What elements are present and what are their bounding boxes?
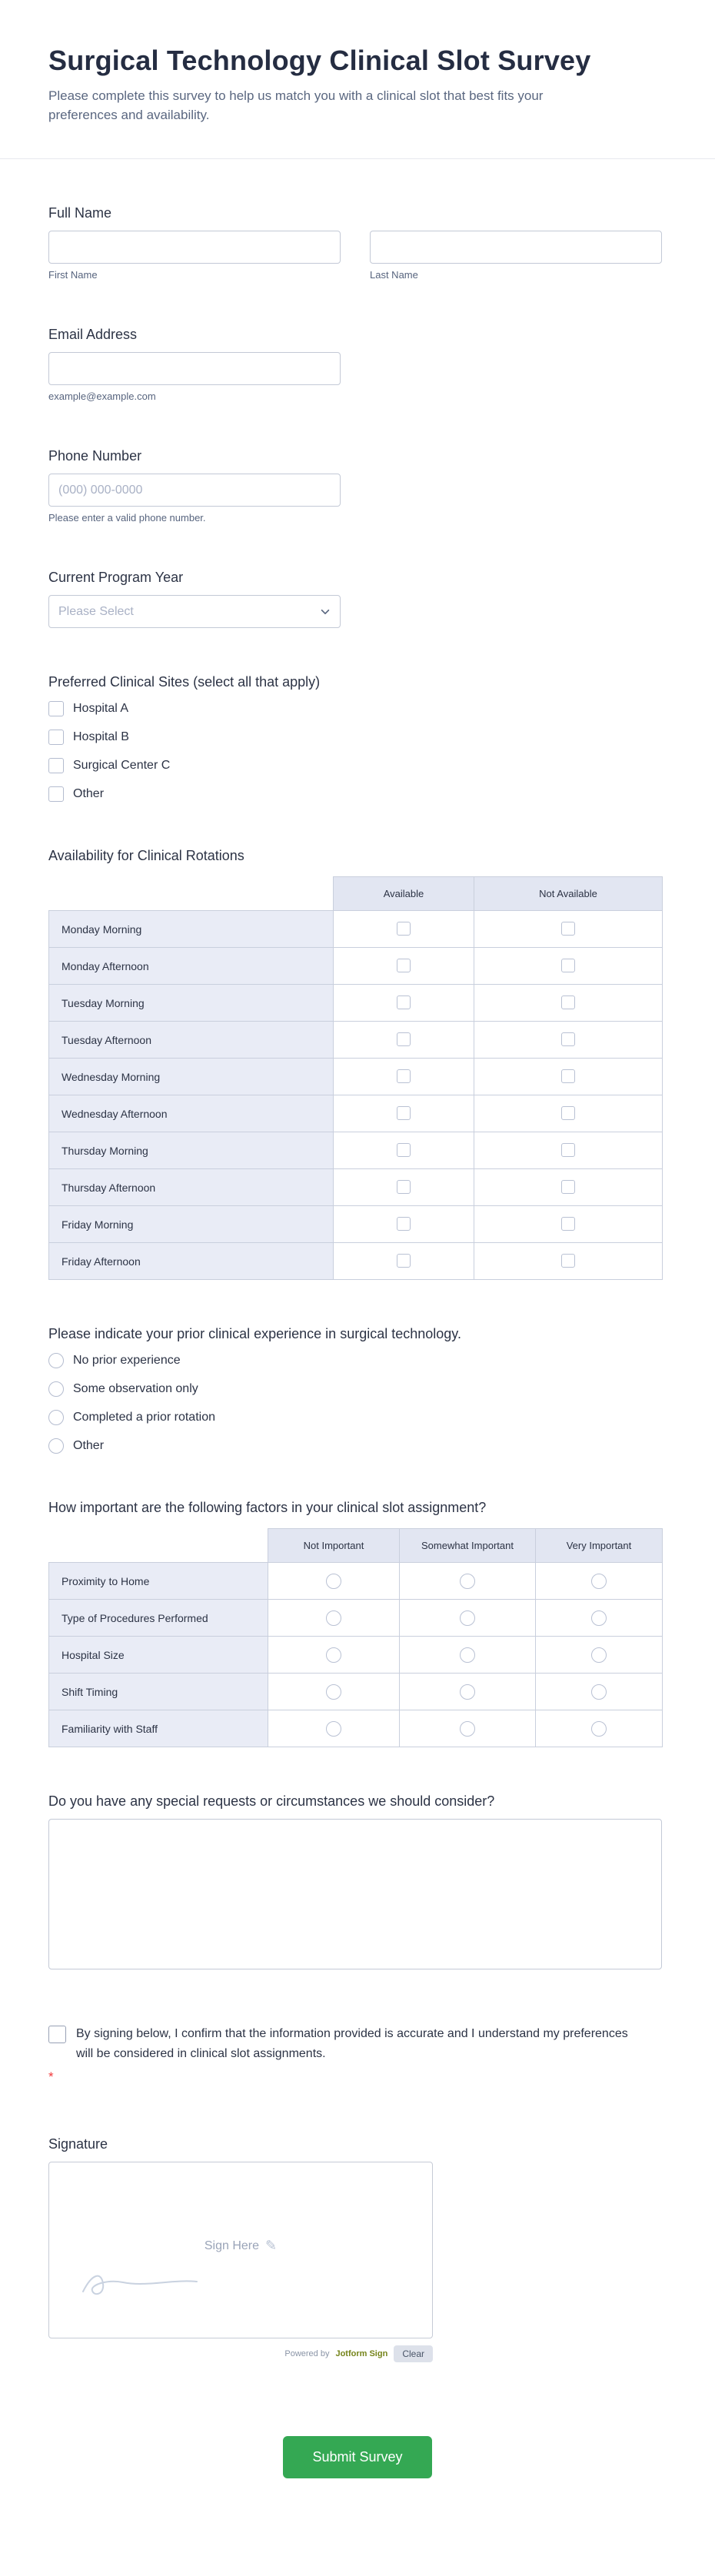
availability-checkbox[interactable] <box>397 1069 411 1083</box>
matrix-row-label: Hospital Size <box>49 1637 268 1674</box>
table-row <box>49 948 663 985</box>
availability-checkbox[interactable] <box>397 1180 411 1194</box>
availability-checkbox[interactable] <box>397 1217 411 1231</box>
special-requests-label: Do you have any special requests or circumstances we should consider? <box>48 1793 495 1809</box>
table-row <box>49 1710 663 1747</box>
checkbox-hospital-a[interactable] <box>48 701 128 716</box>
jotform-sign-link[interactable]: Jotform Sign <box>335 2349 388 2358</box>
table-row <box>49 1206 663 1243</box>
last-name-sublabel: Last Name <box>370 269 418 281</box>
clinical-sites-label: Preferred Clinical Sites (select all that apply) <box>48 674 321 690</box>
availability-checkbox[interactable] <box>397 1032 411 1046</box>
availability-checkbox[interactable] <box>397 1143 411 1157</box>
signature-squiggle <box>78 2269 201 2301</box>
availability-checkbox[interactable] <box>561 1143 575 1157</box>
special-requests-field <box>48 1793 667 1973</box>
availability-checkbox[interactable] <box>561 1254 575 1268</box>
experience-field <box>48 1326 667 1454</box>
table-row <box>49 1095 663 1132</box>
experience-label: Please indicate your prior clinical experience in surgical technology. <box>48 1326 461 1341</box>
table-row <box>49 1169 663 1206</box>
matrix-row-label: Proximity to Home <box>49 1563 268 1600</box>
checkbox-icon[interactable] <box>48 730 64 745</box>
program-year-label: Current Program Year <box>48 570 184 585</box>
availability-checkbox[interactable] <box>561 959 575 972</box>
table-row <box>49 1132 663 1169</box>
matrix-row-label: Monday Afternoon <box>49 948 334 985</box>
matrix-row-label: Type of Procedures Performed <box>49 1600 268 1637</box>
availability-checkbox[interactable] <box>561 1180 575 1194</box>
importance-radio[interactable] <box>591 1610 607 1626</box>
importance-radio[interactable] <box>460 1574 475 1589</box>
availability-checkbox[interactable] <box>561 1106 575 1120</box>
signature-field <box>48 2136 667 2362</box>
checkbox-icon[interactable] <box>48 786 64 802</box>
importance-radio[interactable] <box>326 1610 341 1626</box>
consent-field[interactable] <box>48 2024 640 2087</box>
radio-label: Completed a prior rotation <box>73 1411 215 1424</box>
importance-radio[interactable] <box>591 1574 607 1589</box>
availability-checkbox[interactable] <box>397 922 411 936</box>
matrix-row-label: Familiarity with Staff <box>49 1710 268 1747</box>
matrix-row-label: Thursday Morning <box>49 1132 334 1169</box>
table-row <box>49 1059 663 1095</box>
signature-footer <box>48 2345 433 2362</box>
radio-some-observation-only[interactable] <box>48 1381 198 1397</box>
checkbox-label: Other <box>73 787 105 800</box>
signature-pad[interactable] <box>48 2162 433 2338</box>
clear-signature-button[interactable]: Clear <box>394 2345 433 2362</box>
required-asterisk: * <box>48 2069 54 2084</box>
availability-checkbox[interactable] <box>561 995 575 1009</box>
importance-column-header: Somewhat Important <box>400 1529 536 1563</box>
matrix-row-label: Tuesday Morning <box>49 985 334 1022</box>
table-row <box>49 1243 663 1280</box>
radio-icon[interactable] <box>48 1381 64 1397</box>
chevron-down-icon <box>320 607 331 617</box>
phone-sublabel: Please enter a valid phone number. <box>48 512 206 524</box>
form-header <box>0 0 715 159</box>
radio-icon[interactable] <box>48 1353 64 1368</box>
importance-radio[interactable] <box>460 1684 475 1700</box>
importance-radio[interactable] <box>326 1574 341 1589</box>
matrix-row-label: Wednesday Afternoon <box>49 1095 334 1132</box>
availability-checkbox[interactable] <box>561 1032 575 1046</box>
importance-radio[interactable] <box>591 1647 607 1663</box>
importance-radio[interactable] <box>326 1721 341 1737</box>
importance-column-header: Not Important <box>268 1529 400 1563</box>
program-year-field <box>48 570 667 628</box>
email-label: Email Address <box>48 327 138 342</box>
importance-field <box>48 1500 667 1747</box>
page-subtitle: Please complete this survey to help us match you with a clinical slot that best fits your preferences and availability. <box>48 88 544 122</box>
availability-column-header: Not Available <box>474 877 663 911</box>
availability-checkbox[interactable] <box>561 922 575 936</box>
matrix-corner <box>49 877 334 911</box>
matrix-row-label: Monday Morning <box>49 911 334 948</box>
checkbox-label: Surgical Center C <box>73 759 171 772</box>
program-year-selected-value: Please Select <box>58 604 134 618</box>
importance-radio[interactable] <box>591 1684 607 1700</box>
matrix-row-label: Friday Afternoon <box>49 1243 334 1280</box>
matrix-row-label: Thursday Afternoon <box>49 1169 334 1206</box>
matrix-row-label: Shift Timing <box>49 1674 268 1710</box>
importance-table <box>48 1528 663 1747</box>
radio-icon[interactable] <box>48 1438 64 1454</box>
table-row <box>49 1600 663 1637</box>
radio-completed-prior-rotation[interactable] <box>48 1410 215 1425</box>
table-row <box>49 1674 663 1710</box>
full-name-field <box>48 205 667 281</box>
matrix-corner <box>49 1529 268 1563</box>
radio-label: Other <box>73 1439 105 1452</box>
checkbox-icon[interactable] <box>48 701 64 716</box>
table-row <box>49 1563 663 1600</box>
availability-field <box>48 848 667 1280</box>
submit-row <box>48 2436 667 2555</box>
radio-label: Some observation only <box>73 1382 198 1395</box>
signature-label: Signature <box>48 2136 108 2152</box>
importance-radio[interactable] <box>326 1684 341 1700</box>
checkbox-hospital-b[interactable] <box>48 730 129 745</box>
pen-icon: ✎ <box>265 2238 278 2253</box>
consent-checkbox[interactable] <box>48 2026 66 2043</box>
availability-column-header: Available <box>334 877 474 911</box>
checkbox-icon[interactable] <box>48 758 64 773</box>
page-title: Surgical Technology Clinical Slot Survey <box>48 45 591 76</box>
availability-checkbox[interactable] <box>561 1217 575 1231</box>
importance-radio[interactable] <box>460 1610 475 1626</box>
clinical-sites-field <box>48 674 667 802</box>
phone-input[interactable] <box>48 474 341 507</box>
availability-checkbox[interactable] <box>397 959 411 972</box>
matrix-row-label: Tuesday Afternoon <box>49 1022 334 1059</box>
matrix-row-label: Wednesday Morning <box>49 1059 334 1095</box>
availability-label: Availability for Clinical Rotations <box>48 848 244 863</box>
availability-checkbox[interactable] <box>397 1106 411 1120</box>
first-name-sublabel: First Name <box>48 269 98 281</box>
importance-label: How important are the following factors in your clinical slot assignment? <box>48 1500 487 1515</box>
availability-checkbox[interactable] <box>397 1254 411 1268</box>
checkbox-label: Hospital A <box>73 702 129 715</box>
importance-radio[interactable] <box>326 1647 341 1663</box>
availability-checkbox[interactable] <box>397 995 411 1009</box>
email-field <box>48 327 667 402</box>
radio-no-prior-experience[interactable] <box>48 1353 181 1368</box>
submit-button[interactable]: Submit Survey <box>283 2436 431 2478</box>
last-name-input[interactable] <box>370 231 662 264</box>
table-row <box>49 985 663 1022</box>
matrix-row-label: Friday Morning <box>49 1206 334 1243</box>
checkbox-label: Hospital B <box>73 730 129 743</box>
table-row <box>49 911 663 948</box>
checkbox-other-site[interactable] <box>48 786 104 802</box>
table-row <box>49 1022 663 1059</box>
full-name-label: Full Name <box>48 205 112 221</box>
importance-column-header: Very Important <box>536 1529 663 1563</box>
availability-checkbox[interactable] <box>561 1069 575 1083</box>
phone-label: Phone Number <box>48 448 142 464</box>
special-requests-textarea[interactable] <box>48 1819 662 1969</box>
radio-other-experience[interactable] <box>48 1438 104 1454</box>
radio-label: No prior experience <box>73 1354 181 1367</box>
phone-field <box>48 448 667 524</box>
first-name-input[interactable] <box>48 231 341 264</box>
importance-radio[interactable] <box>591 1721 607 1737</box>
powered-by-text: Powered by <box>284 2349 330 2358</box>
email-input[interactable] <box>48 352 341 385</box>
sign-here-text: Sign Here <box>204 2239 260 2252</box>
checkbox-surgical-center-c[interactable] <box>48 758 170 773</box>
consent-text: By signing below, I confirm that the information provided is accurate and I understand my preferences will be considered in clinical slot assignments. <box>76 2027 628 2060</box>
email-sublabel: example@example.com <box>48 391 156 402</box>
importance-radio[interactable] <box>460 1721 475 1737</box>
radio-icon[interactable] <box>48 1410 64 1425</box>
table-row <box>49 1637 663 1674</box>
availability-table <box>48 876 663 1280</box>
importance-radio[interactable] <box>460 1647 475 1663</box>
program-year-select[interactable] <box>48 595 341 628</box>
